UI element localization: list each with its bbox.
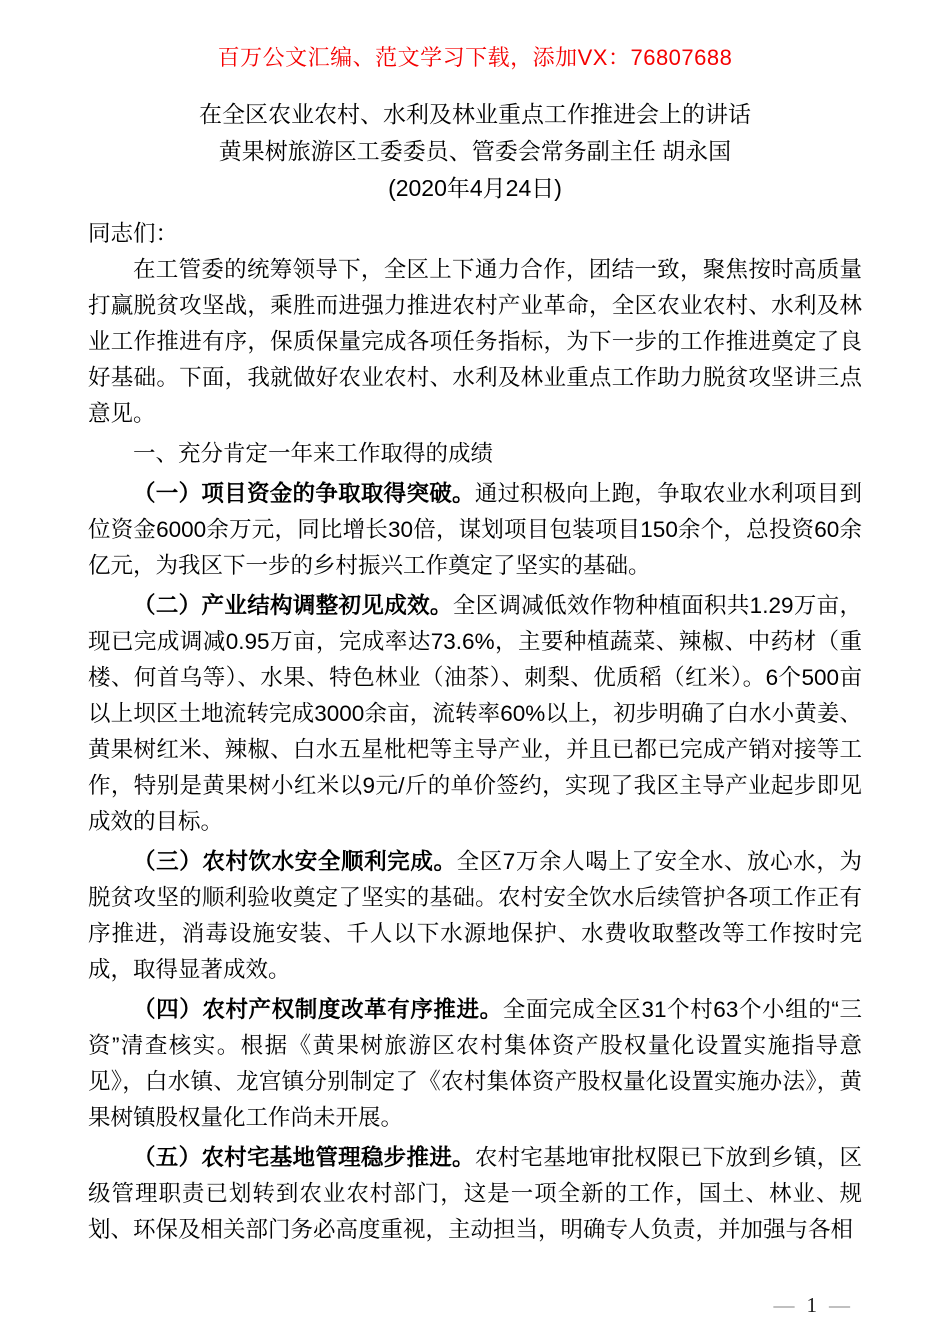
salutation: 同志们： [88, 221, 179, 246]
section-heading-1: 一、充分肯定一年来工作取得的成绩 [133, 441, 494, 466]
item-3-lead: （三）农村饮水安全顺利完成。 [133, 849, 457, 874]
item-1-text: 通过积极向上跑，争取农业水利项目到位资金6000余万元，同比增长30倍，谋划项目包装项目150余个，总投资60余亿元，为我区下一步的乡村振兴工作奠定了坚实的基础。 [88, 481, 862, 578]
section-item-paragraph-1 [88, 476, 862, 584]
section-item-paragraph-2 [88, 588, 862, 840]
footer-dash-left: — [773, 1293, 795, 1317]
section-item-paragraph-3 [88, 844, 862, 988]
item-2-text: 全区调减低效作物种植面积共1.29万亩，现已完成调减0.95万亩，完成率达73.6%，主要种植蔬菜、辣椒、中药材（重楼、何首乌等）、水果、特色林业（油茶）、刺梨、优质稻（红米）。6个500亩以上坝区土地流转完成3000余亩，流转率60%以上，初步明确了白水小黄姜、黄果树红米、辣椒、白水五星枇杷等主导产业，并且已都已完成产销对接等工作，特别是黄果树小红米以9元/斤的单价签约，实现了我区主导产业起步即见成效的目标。 [88, 593, 862, 834]
item-3-text: 全区7万余人喝上了安全水、放心水，为脱贫攻坚的顺利验收奠定了坚实的基础。农村安全饮水后续管护各项工作正有序推进，消毒设施安装、千人以下水源地保护、水费收取整改等工作按时完成，取得显著成效。 [88, 849, 862, 982]
footer-dash-right: — [829, 1293, 850, 1317]
page-number-footer [774, 1292, 851, 1318]
item-2-lead: （二）产业结构调整初见成效。 [133, 593, 453, 618]
document-title: 在全区农业农村、水利及林业重点工作推进会上的讲话 [199, 101, 751, 127]
promo-notice-text: 百万公文汇编、范文学习下载，添加VX：76807688 [217, 45, 733, 70]
section-item-paragraph-4 [88, 992, 862, 1136]
item-1-lead: （一）项目资金的争取取得突破。 [133, 481, 475, 506]
item-4-lead: （四）农村产权制度改革有序推进。 [133, 997, 503, 1022]
document-date: (2020年4月24日) [388, 175, 562, 201]
item-4-text: 全面完成全区31个村63个小组的“三资”清查核实。根据《黄果树旅游区农村集体资产股权量化设置实施指导意见》，白水镇、龙宫镇分别制定了《农村集体资产股权量化设置实施办法》，黄果树镇股权量化工作尚未开展。 [88, 997, 862, 1130]
footer-page-number: 1 [806, 1293, 817, 1317]
title-block [88, 96, 862, 207]
item-5-text: 农村宅基地审批权限已下放到乡镇，区级管理职责已划转到农业农村部门，这是一项全新的工作，国土、林业、规划、环保及相关部门务必高度重视，主动担当，明确专人负责，并加强与各相 [88, 1145, 862, 1242]
item-5-lead: （五）农村宅基地管理稳步推进。 [133, 1145, 475, 1170]
section-item-paragraph-5 [88, 1140, 862, 1248]
document-speaker: 黄果树旅游区工委委员、管委会常务副主任 胡永国 [218, 138, 732, 164]
paragraph-intro: 在工管委的统筹领导下，全区上下通力合作，团结一致，聚焦按时高质量打赢脱贫攻坚战，乘胜而进强力推进农村产业革命，全区农业农村、水利及林业工作推进有序，保质保量完成各项任务指标，为下一步的工作推进奠定了良好基础。下面，我就做好农业农村、水利及林业重点工作助力脱贫攻坚讲三点意见。 [88, 257, 862, 426]
